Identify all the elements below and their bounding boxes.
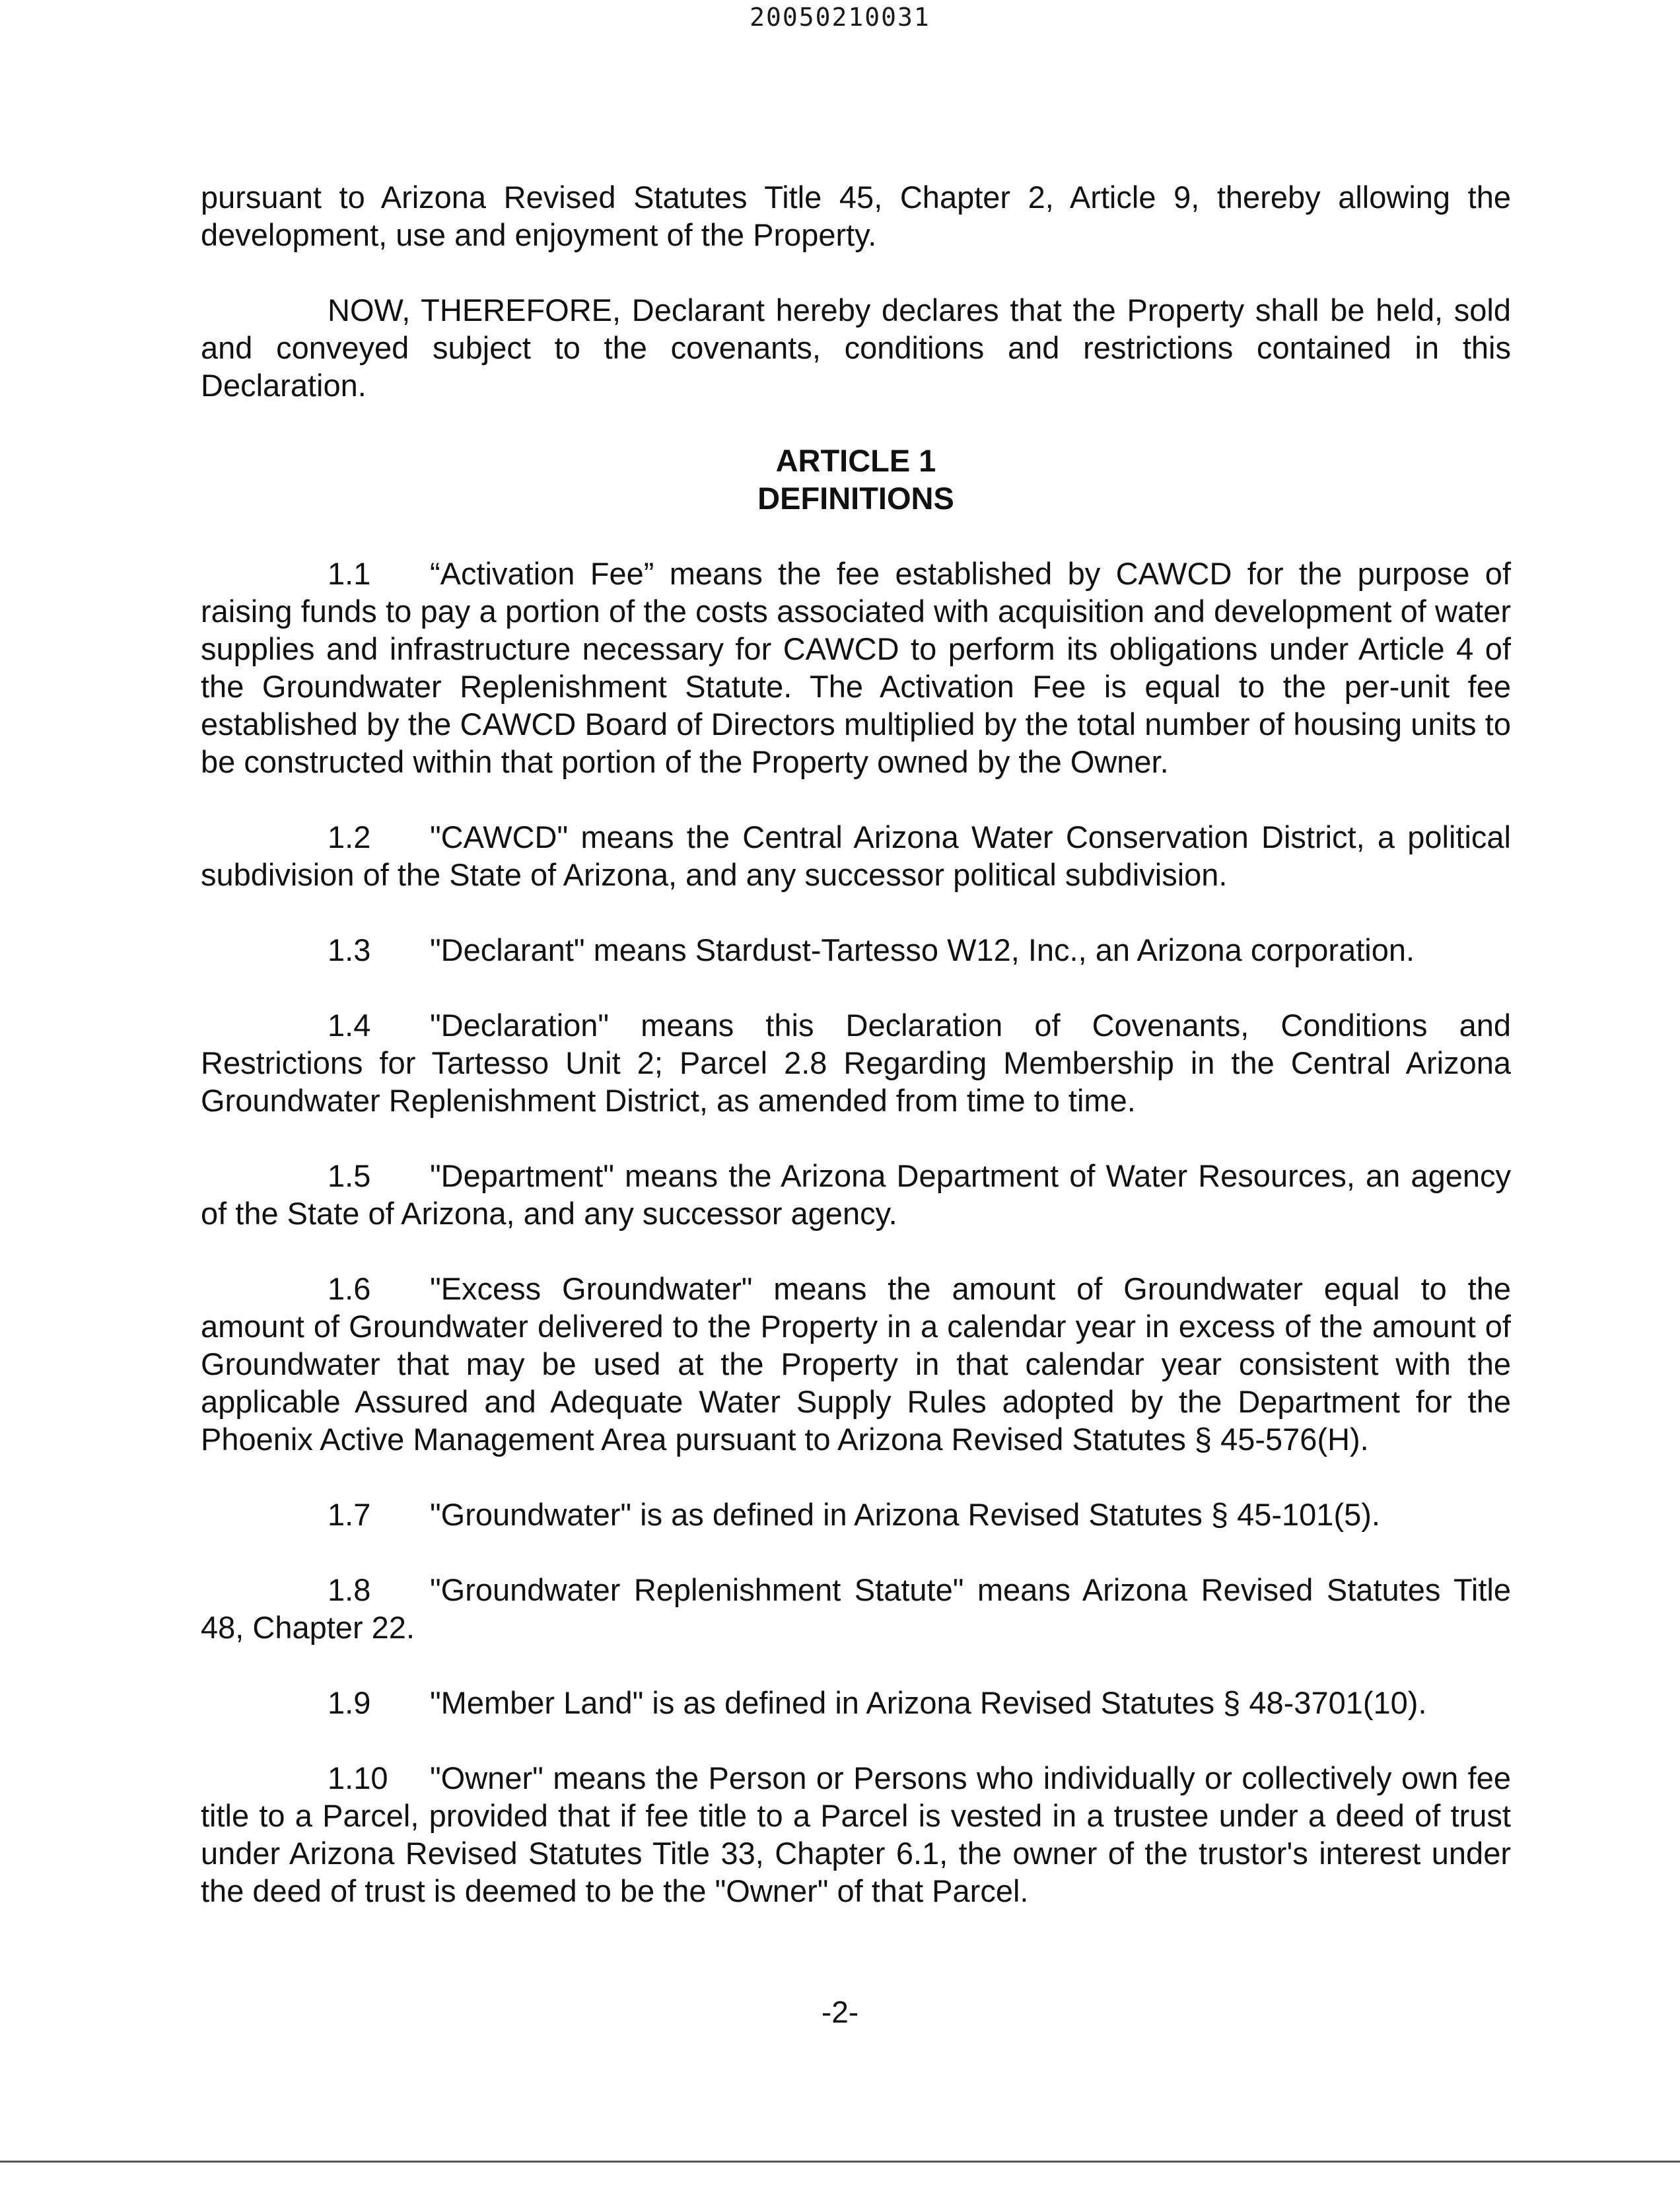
section-text: "Groundwater Replenishment Statute" means Arizona Revised Statutes Title 48, Chapter 22. xyxy=(201,1572,1511,1645)
section-text: "CAWCD" means the Central Arizona Water Conservation District, a political subdivision of the State of Arizona, and any successor political subdivision. xyxy=(201,819,1511,892)
article-heading xyxy=(201,442,1511,517)
section-text: “Activation Fee” means the fee established by CAWCD for the purpose of raising funds to pay a portion of the costs associated with acquisition and development of water supplies and infrastructure necessary for CAWCD to perform its obligations under Article 4 of the Groundwater Replenishment Statute. The Activation Fee is equal to the per-unit fee established by the CAWCD Board of Directors multiplied by the total number of housing units to be constructed within that portion of the Property owned by the Owner. xyxy=(201,556,1511,779)
definition-1-10 xyxy=(201,1759,1511,1910)
section-number: 1.3 xyxy=(328,932,371,967)
intro-paragraph: NOW, THEREFORE, Declarant hereby declares that the Property shall be held, sold and conveyed subject to the covenants, conditions and restrictions contained in this Declaration. xyxy=(201,293,1511,403)
definition-1-4 xyxy=(201,1006,1511,1119)
section-number: 1.4 xyxy=(328,1008,371,1043)
section-text: "Member Land" is as defined in Arizona Revised Statutes § 48-3701(10). xyxy=(430,1685,1427,1720)
section-text: "Excess Groundwater" means the amount of Groundwater equal to the amount of Groundwater delivered to the Property in a calendar year in excess of the amount of Groundwater that may be used at the Property in that calendar year consistent with the applicable Assured and Adequate Water Supply Rules adopted by the Department for the Phoenix Active Management Area pursuant to Arizona Revised Statutes § 45-576(H). xyxy=(201,1271,1511,1457)
section-number: 1.6 xyxy=(328,1271,371,1306)
article-title: DEFINITIONS xyxy=(757,481,954,516)
section-number: 1.9 xyxy=(328,1685,371,1720)
definition-1-5 xyxy=(201,1157,1511,1232)
document-body xyxy=(201,178,1511,1947)
section-text: "Department" means the Arizona Department of Water Resources, an agency of the State of Arizona, and any successor agency. xyxy=(201,1158,1511,1231)
intro-paragraph: pursuant to Arizona Revised Statutes Title 45, Chapter 2, Article 9, thereby allowing the development, use and enjoyment of the Property. xyxy=(201,180,1511,252)
article-number: ARTICLE 1 xyxy=(775,443,936,478)
section-text: "Declarant" means Stardust-Tartesso W12, Inc., an Arizona corporation. xyxy=(430,932,1415,967)
section-number: 1.8 xyxy=(328,1572,371,1607)
bottom-scan-rule xyxy=(0,2161,1680,2163)
section-number: 1.5 xyxy=(328,1158,371,1193)
definition-1-9 xyxy=(201,1684,1511,1721)
definition-1-2 xyxy=(201,818,1511,893)
definition-1-8 xyxy=(201,1571,1511,1646)
page-number: -2- xyxy=(821,1995,859,2029)
section-number: 1.7 xyxy=(328,1497,371,1532)
document-number: 20050210031 xyxy=(750,3,930,32)
section-text: "Groundwater" is as defined in Arizona Revised Statutes § 45-101(5). xyxy=(430,1497,1380,1532)
definition-1-6 xyxy=(201,1270,1511,1458)
section-number: 1.10 xyxy=(328,1760,388,1795)
section-text: "Owner" means the Person or Persons who individually or collectively own fee title to a Parcel, provided that if fee title to a Parcel is vested in a trustee under a deed of trust under Arizona Revised Statutes Title 33, Chapter 6.1, the owner of the trustor's interest under the deed of trust is deemed to be the "Owner" of that Parcel. xyxy=(201,1760,1511,1908)
definition-1-3 xyxy=(201,931,1511,969)
section-number: 1.1 xyxy=(328,556,371,591)
definition-1-7 xyxy=(201,1496,1511,1533)
section-text: "Declaration" means this Declaration of Covenants, Conditions and Restrictions for Tartesso Unit 2; Parcel 2.8 Regarding Membership in the Central Arizona Groundwater Replenishment District, as amended from time to time. xyxy=(201,1008,1511,1118)
section-number: 1.2 xyxy=(328,819,371,854)
definition-1-1 xyxy=(201,555,1511,781)
